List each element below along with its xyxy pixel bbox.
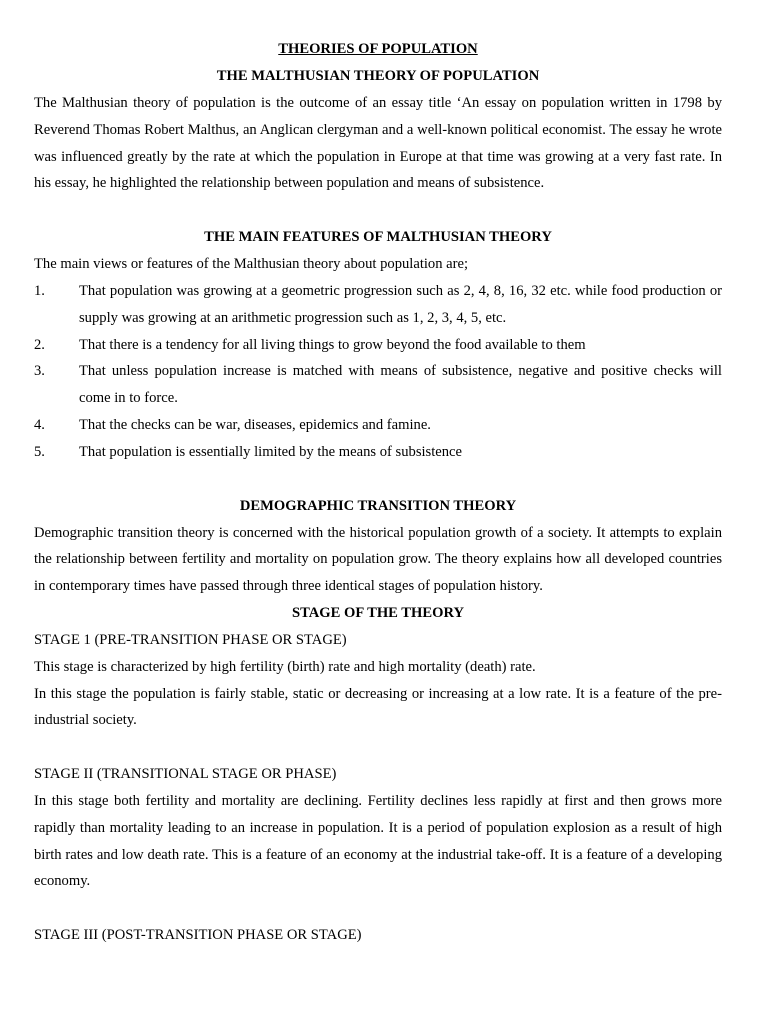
spacer	[34, 734, 722, 761]
stage2-label: STAGE II (TRANSITIONAL STAGE OR PHASE)	[34, 766, 337, 783]
spacer	[34, 895, 722, 922]
document-title: THEORIES OF POPULATION	[278, 41, 478, 57]
spacer	[34, 466, 722, 493]
stage1-paragraph-2: In this stage the population is fairly stable, static or decreasing or increasing at a low rate. It is a feature of the pre-industrial society.	[34, 685, 722, 729]
features-lead-paragraph: The main views or features of the Malthusian theory about population are;	[34, 256, 469, 273]
list-number: 5.	[34, 443, 45, 460]
list-item	[34, 439, 722, 466]
malthus-intro-paragraph: The Malthusian theory of population is the outcome of an essay title ‘An essay on population written in 1798 by Reverend Thomas Robert Malthus, an Anglican clergyman and a well-known political economist. The essay he wrote was influenced greatly by the rate at which the population in Europe at that time was growing at a very fast rate. In his essay, he highlighted the relationship between population and means of subsistence.	[34, 95, 722, 192]
demographic-intro-paragraph: Demographic transition theory is concerned with the historical population growth of a society. It attempts to explain the relationship between fertility and mortality on population grow. The theory explains how all developed countries in contemporary times have passed through three identical stages of population history.	[34, 524, 722, 595]
list-item	[34, 412, 722, 439]
list-text: That population is essentially limited by the means of subsistence	[79, 443, 463, 460]
stage1-paragraph-1: This stage is characterized by high fertility (birth) rate and high mortality (death) rate.	[34, 658, 536, 675]
features-heading: THE MAIN FEATURES OF MALTHUSIAN THEORY	[204, 229, 552, 246]
list-item	[34, 278, 722, 332]
list-text: That the checks can be war, diseases, epidemics and famine.	[79, 416, 431, 433]
list-number: 3.	[34, 363, 45, 380]
list-text: That unless population increase is matched with means of subsistence, negative and positive checks will come in to force.	[79, 363, 722, 407]
list-number: 2.	[34, 336, 45, 353]
features-list	[34, 278, 722, 466]
list-text: That population was growing at a geometric progression such as 2, 4, 8, 16, 32 etc. while food production or supply was growing at an arithmetic progression such as 1, 2, 3, 4, 5, etc.	[79, 282, 722, 326]
list-item	[34, 358, 722, 412]
document-page	[34, 36, 722, 949]
list-number: 1.	[34, 282, 45, 299]
list-item	[34, 332, 722, 359]
list-number: 4.	[34, 416, 45, 433]
spacer	[34, 197, 722, 224]
demographic-heading: DEMOGRAPHIC TRANSITION THEORY	[239, 497, 517, 514]
list-text: That there is a tendency for all living things to grow beyond the food available to them	[79, 336, 586, 353]
stage1-label: STAGE 1 (PRE-TRANSITION PHASE OR STAGE)	[34, 631, 347, 648]
stages-heading: STAGE OF THE THEORY	[291, 604, 465, 621]
stage2-paragraph-1: In this stage both fertility and mortality are declining. Fertility declines less rapidly at first and then grows more rapidly than mortality leading to an increase in population. It is a period of population explosion as a result of high birth rates and low death rate. This is a feature of an economy at the industrial take-off. It is a feature of a developing economy.	[34, 792, 722, 890]
stage3-label: STAGE III (POST-TRANSITION PHASE OR STAGE)	[34, 927, 362, 944]
malthus-heading: THE MALTHUSIAN THEORY OF POPULATION	[216, 68, 540, 84]
